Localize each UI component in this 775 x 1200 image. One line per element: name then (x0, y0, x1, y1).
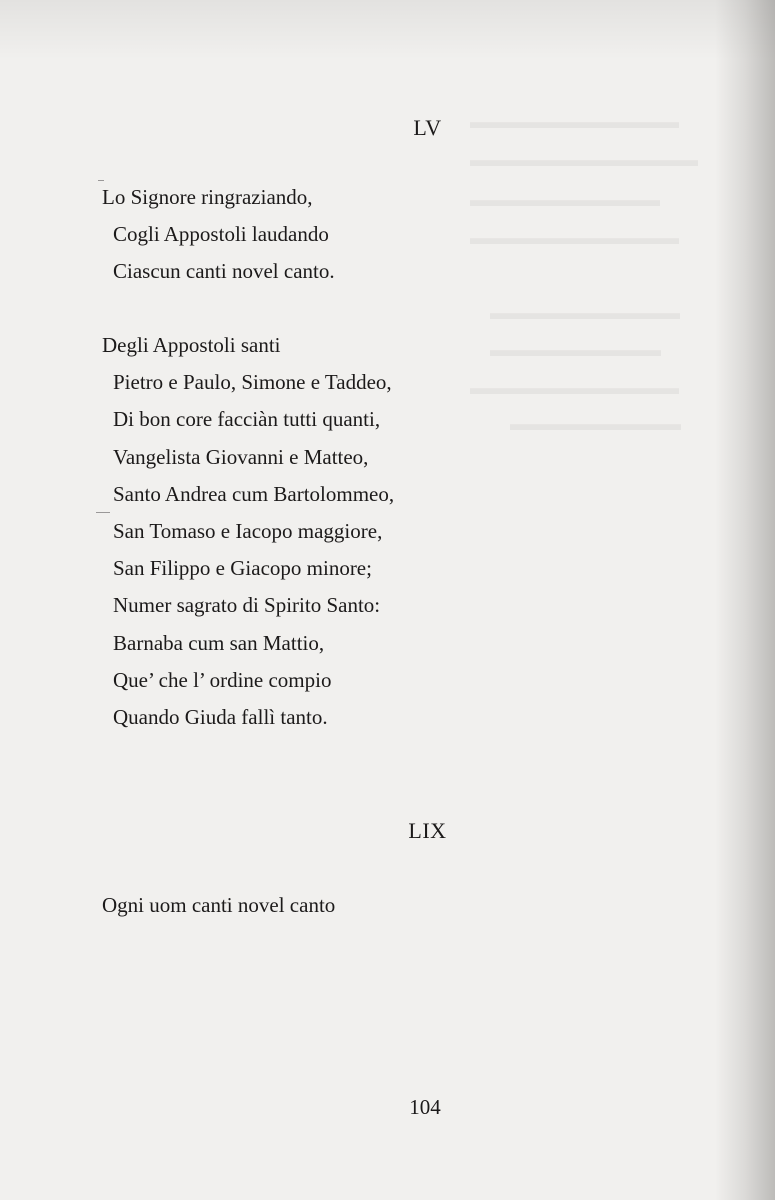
verse-line: Cogli Appostoli laudando (113, 222, 329, 246)
page-number: 104 (409, 1095, 441, 1119)
verse-line: San Filippo e Giacopo minore; (113, 556, 372, 580)
bleed-through: ▬▬▬▬▬▬▬▬▬▬▬ (470, 228, 679, 249)
bleed-through: ▬▬▬▬▬▬▬▬▬ (510, 414, 681, 435)
verse-line: Vangelista Giovanni e Matteo, (113, 445, 369, 469)
verse-line: Lo Signore ringraziando, (102, 185, 313, 209)
verse-line: Ogni uom canti novel canto (102, 893, 336, 917)
bleed-through: ▬▬▬▬▬▬▬▬▬▬ (490, 303, 680, 324)
verse-line: Ciascun canti novel canto. (113, 259, 335, 283)
verse-line: Quando Giuda fallì tanto. (113, 705, 328, 729)
verse-line: Numer sagrato di Spirito Santo: (113, 593, 381, 617)
bleed-through: ▬▬▬▬▬▬▬▬▬▬ (470, 190, 660, 211)
verse-line: Que’ che l’ ordine compio (113, 668, 332, 692)
bleed-through: ▬▬▬▬▬▬▬▬▬▬▬ (470, 378, 679, 399)
verse-line: Santo Andrea cum Bartolommeo, (113, 482, 395, 506)
verse-line: Pietro e Paulo, Simone e Taddeo, (113, 370, 392, 394)
section-heading: LIX (408, 818, 447, 843)
margin-mark (96, 512, 110, 513)
margin-mark (98, 180, 104, 181)
bleed-through: ▬▬▬▬▬▬▬▬▬▬▬▬ (470, 150, 698, 171)
bleed-through: ▬▬▬▬▬▬▬▬▬ (490, 340, 661, 361)
section-heading: LV (413, 115, 442, 140)
verse-line: Barnaba cum san Mattio, (113, 631, 325, 655)
bleed-through: ▬▬▬▬▬▬▬▬▬▬▬ (470, 112, 679, 133)
verse-line: San Tomaso e Iacopo maggiore, (113, 519, 383, 543)
verse-line: Degli Appostoli santi (102, 333, 281, 357)
verse-line: Di bon core facciàn tutti quanti, (113, 407, 381, 431)
